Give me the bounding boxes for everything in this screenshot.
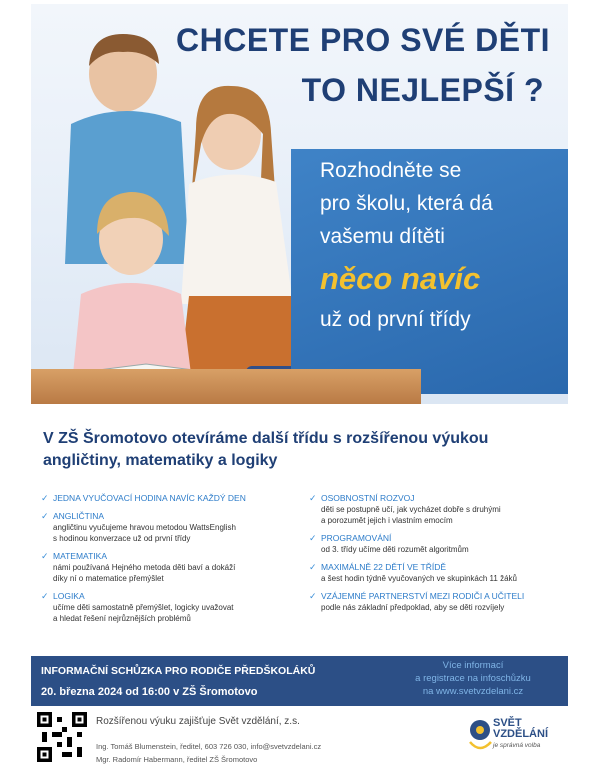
meeting-title: INFORMAČNÍ SCHŮZKA PRO RODIČE PŘEDŠKOLÁKŮ	[41, 665, 316, 677]
signature-1: Ing. Tomáš Blumenstein, ředitel, 603 726 030, info@svetvzdelani.cz	[96, 742, 322, 751]
intro-line1: V ZŠ Šromotovo otevíráme další třídu s rozšířenou výukou	[43, 430, 489, 447]
feature-desc: a hledat řešení nejrůznějších problémů	[53, 614, 191, 623]
children-reading-illustration	[31, 4, 331, 404]
check-icon: ✓	[309, 591, 317, 601]
check-icon: ✓	[41, 493, 49, 503]
check-icon: ✓	[309, 493, 317, 503]
check-icon: ✓	[41, 551, 49, 561]
pitch-highlight: něco navíc	[320, 261, 481, 296]
feature-math	[41, 551, 291, 584]
feature-logic	[41, 591, 291, 624]
feature-desc: podle nás základní předpoklad, aby se děti rozvíjely	[321, 603, 505, 612]
feature-personal	[309, 493, 559, 526]
qr-code-icon	[37, 712, 87, 762]
meeting-date: 20. března 2024 od 16:00 v ZŠ Šromotovo	[41, 686, 258, 698]
feature-desc: a šest hodin týdně vyučovaných ve skupinkách 11 žáků	[321, 574, 517, 583]
feature-extra-lesson	[41, 493, 291, 504]
feature-desc: díky ní o matematice přemýšlet	[53, 574, 164, 583]
check-icon: ✓	[309, 562, 317, 572]
feature-title: VZÁJEMNÉ PARTNERSTVÍ MEZI RODIČI A UČITELI	[321, 591, 525, 601]
feature-desc: učíme děti samostatně přemýšlet, logicky uvažovat	[53, 603, 234, 612]
feature-desc: děti se postupně učí, jak vycházet dobře s druhými	[321, 505, 501, 514]
feature-desc: angličtinu vyučujeme hravou metodou WattsEnglish	[53, 523, 236, 532]
feature-title: LOGIKA	[53, 591, 85, 601]
signature-2: Mgr. Radomír Habermann, ředitel ZŠ Šromotovo	[96, 755, 258, 764]
pitch-line1: Rozhodněte se	[320, 159, 462, 182]
poster	[31, 4, 568, 766]
logo-line1: SVĚT	[493, 717, 522, 729]
pitch-line3: vašemu dítěti	[320, 225, 445, 248]
logo-line2: VZDĚLÁNÍ	[493, 728, 548, 740]
intro-heading	[43, 428, 513, 472]
check-icon: ✓	[309, 533, 317, 543]
more-info	[388, 659, 558, 698]
pitch-line2: pro školu, která dá	[320, 192, 493, 215]
table-surface	[31, 369, 421, 404]
svet-vzdelani-logo	[467, 712, 562, 762]
logo-tagline: je správná volba	[493, 742, 541, 749]
logo-text	[493, 718, 548, 740]
feature-title: MATEMATIKA	[53, 551, 107, 561]
check-icon: ✓	[41, 511, 49, 521]
logo-emblem-icon	[467, 716, 493, 756]
info-bar	[31, 656, 568, 706]
more-info-line1: Více informací	[442, 660, 504, 671]
feature-desc: od 3. třídy učíme děti rozumět algoritmům	[321, 545, 469, 554]
hero-photo-area	[31, 4, 568, 404]
features-right	[309, 493, 559, 620]
intro-line2: angličtiny, matematiky a logiky	[43, 452, 278, 469]
feature-title: ANGLIČTINA	[53, 511, 105, 521]
feature-programming	[309, 533, 559, 555]
feature-partnership	[309, 591, 559, 613]
features-left	[41, 493, 291, 631]
feature-title: JEDNA VYUČOVACÍ HODINA NAVÍC KAŽDÝ DEN	[53, 493, 246, 503]
feature-desc: s hodinou konverzace už od první třídy	[53, 534, 191, 543]
feature-class-size	[309, 562, 559, 584]
headline-line1: CHCETE PRO SVÉ DĚTI	[176, 22, 550, 58]
check-icon: ✓	[41, 591, 49, 601]
provider-text: Rozšířenou výuku zajišťuje Svět vzdělání, z.s.	[96, 716, 300, 727]
feature-title: MAXIMÁLNĚ 22 DĚTÍ VE TŘÍDĚ	[321, 562, 447, 572]
feature-title: PROGRAMOVÁNÍ	[321, 533, 392, 543]
more-info-line2: a registrace na infoschůzku	[415, 673, 531, 684]
feature-title: OSOBNOSTNÍ ROZVOJ	[321, 493, 415, 503]
qr-code[interactable]	[37, 712, 87, 762]
feature-desc: a porozumět jejich i vlastním emocím	[321, 516, 453, 525]
feature-desc: námi používaná Hejného metoda děti baví a dokáží	[53, 563, 236, 572]
pitch-line4: už od první třídy	[320, 308, 471, 331]
pitch-text	[320, 154, 493, 336]
headline-line2: TO NEJLEPŠÍ ?	[301, 72, 544, 108]
meeting-info	[41, 663, 315, 701]
feature-english	[41, 511, 291, 544]
website-link[interactable]: na www.svetvzdelani.cz	[422, 686, 524, 697]
